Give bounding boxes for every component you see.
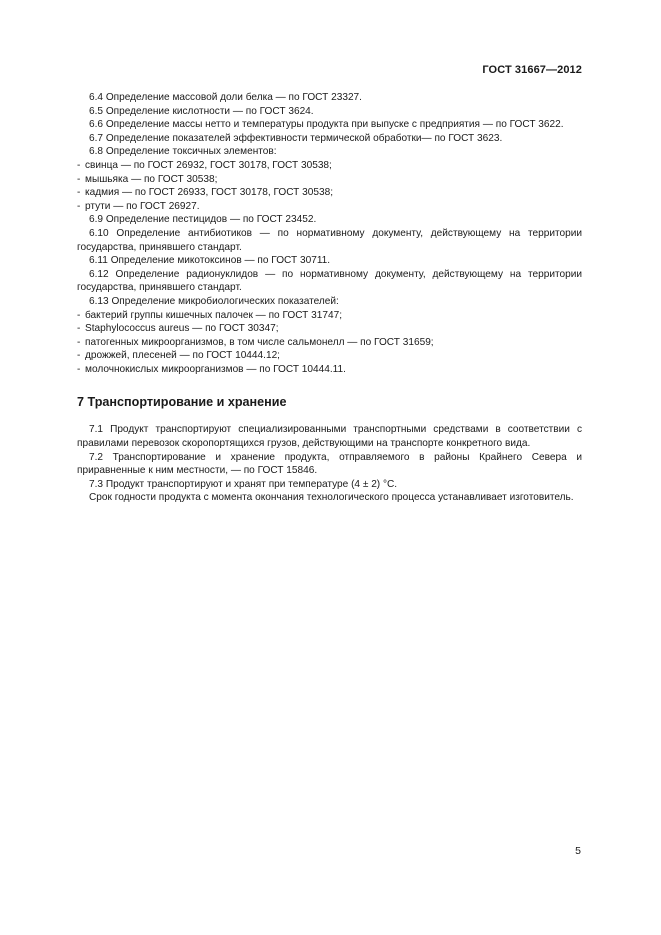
- paragraph: [77, 268, 582, 295]
- list-dash: -: [77, 187, 81, 199]
- list-item: [77, 336, 582, 350]
- paragraph-text: 6.11 Определение микотоксинов — по ГОСТ 30711.: [89, 255, 331, 267]
- list-item: [77, 349, 582, 363]
- list-item: [77, 363, 582, 377]
- paragraph-text: 6.9 Определение пестицидов — по ГОСТ 23452.: [89, 214, 317, 226]
- paragraph-text: 6.8 Определение токсичных элементов:: [89, 146, 277, 158]
- paragraph-text: 7.1 Продукт транспортируют специализированными транспортными средствами в соответствии с правилами перевозок скоропортящихся грузов, действующими на транспорте конкретного вида.: [77, 424, 582, 450]
- list-item-text: молочнокислых микроорганизмов — по ГОСТ 10444.11.: [85, 363, 346, 375]
- paragraph: [77, 478, 582, 492]
- list-item-text: бактерий группы кишечных палочек — по ГОСТ 31747;: [85, 309, 342, 321]
- list-item: [77, 322, 582, 336]
- list-item-text: кадмия — по ГОСТ 26933, ГОСТ 30178, ГОСТ 30538;: [85, 187, 334, 199]
- paragraph: [77, 213, 582, 227]
- paragraph: [77, 295, 582, 309]
- list-dash: -: [77, 200, 81, 212]
- list-item: [77, 173, 582, 187]
- list-item-text: патогенных микроорганизмов, в том числе сальмонелл — по ГОСТ 31659;: [85, 336, 434, 348]
- paragraph: [77, 227, 582, 254]
- section-6-items: [77, 91, 582, 159]
- list-dash: -: [77, 159, 81, 171]
- list-item-text: ртути — по ГОСТ 26927.: [85, 200, 200, 212]
- paragraph-text: 6.13 Определение микробиологических показателей:: [89, 295, 339, 307]
- list-dash: -: [77, 309, 81, 321]
- list-item-text: мышьяка — по ГОСТ 30538;: [85, 173, 218, 185]
- document-code: ГОСТ 31667—2012: [482, 64, 582, 76]
- paragraph-text: 7.3 Продукт транспортируют и хранят при температуре (4 ± 2) °С.: [89, 478, 398, 490]
- paragraph-text: 6.7 Определение показателей эффективности термической обработки— по ГОСТ 3623.: [89, 132, 503, 144]
- list-item: [77, 200, 582, 214]
- page-content: [77, 91, 582, 505]
- list-dash: -: [77, 173, 81, 185]
- paragraph-text: 6.12 Определение радионуклидов — по нормативному документу, действующему на территории государства, принявшего стандарт.: [77, 268, 582, 294]
- list-item: [77, 186, 582, 200]
- paragraph-text: 6.6 Определение массы нетто и температуры продукта при выпуске с предприятия — по ГОСТ 3622.: [89, 119, 564, 131]
- paragraph-text: 6.10 Определение антибиотиков — по нормативному документу, действующему на территории государства, принявшего стандарт.: [77, 227, 582, 253]
- paragraph: [77, 105, 582, 119]
- paragraph: [77, 423, 582, 450]
- paragraph-text: 7.2 Транспортирование и хранение продукта, отправляемого в районы Крайнего Севера и приравненные к ним местности, — по ГОСТ 15846.: [77, 451, 582, 477]
- paragraph-text: 6.4 Определение массовой доли белка — по ГОСТ 23327.: [89, 92, 362, 103]
- paragraph: [77, 451, 582, 478]
- paragraph: [77, 118, 582, 132]
- list-item-text: дрожжей, плесеней — по ГОСТ 10444.12;: [85, 350, 280, 362]
- paragraph: [77, 491, 582, 505]
- list-item-text: свинца — по ГОСТ 26932, ГОСТ 30178, ГОСТ 30538;: [85, 159, 332, 171]
- list-item: [77, 309, 582, 323]
- toxic-elements-list: [77, 159, 582, 213]
- page-number: 5: [575, 845, 581, 857]
- list-dash: -: [77, 363, 81, 375]
- list-dash: -: [77, 323, 81, 335]
- list-item-text: Staphylococcus aureus — по ГОСТ 30347;: [85, 323, 279, 335]
- paragraph: [77, 132, 582, 146]
- paragraph: [77, 145, 582, 159]
- paragraph-text: Срок годности продукта с момента окончания технологического процесса устанавливает изготовитель.: [89, 492, 574, 504]
- section-6-items-continued: [77, 213, 582, 308]
- paragraph: [77, 254, 582, 268]
- list-dash: -: [77, 336, 81, 348]
- section-7-title: 7 Транспортирование и хранение: [77, 395, 287, 410]
- paragraph: [77, 91, 582, 105]
- microbiological-list: [77, 309, 582, 377]
- paragraph-text: 6.5 Определение кислотности — по ГОСТ 3624.: [89, 105, 314, 117]
- list-dash: -: [77, 350, 81, 362]
- section-7-paragraphs: [77, 423, 582, 505]
- list-item: [77, 159, 582, 173]
